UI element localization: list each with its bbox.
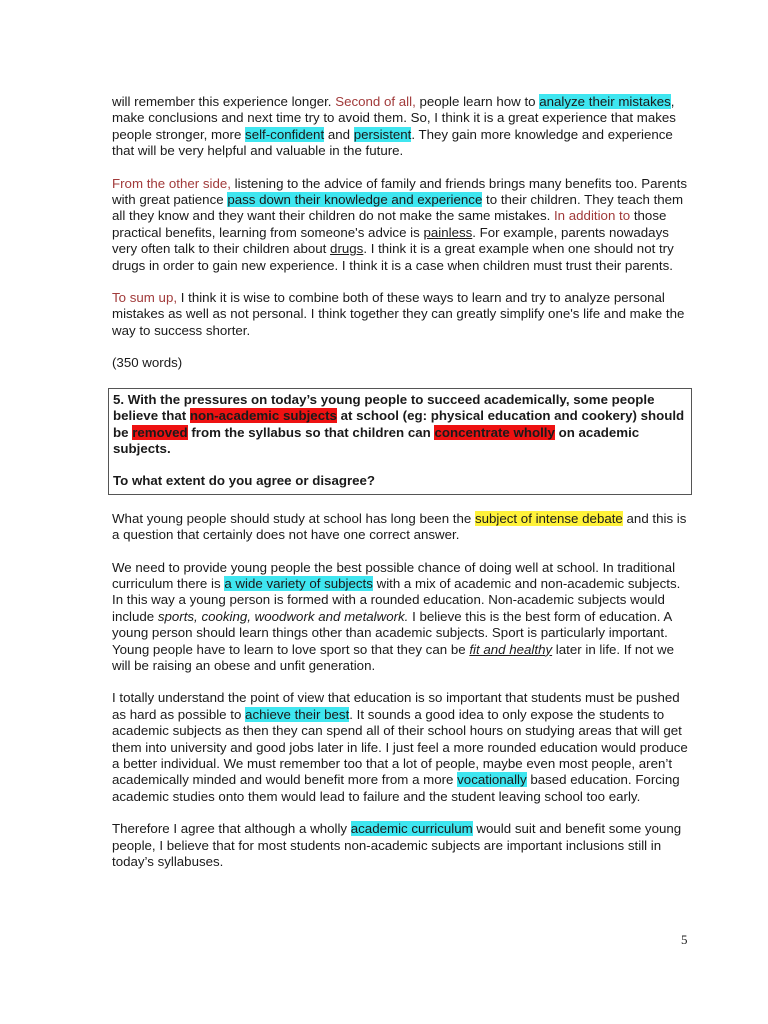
word-count: (350 words): [112, 355, 183, 371]
text: , make conclusions and next time try to avoid them. So, I think it is a great experience that makes people stronger, more: [112, 94, 676, 142]
text: from the syllabus so that children can: [187, 424, 435, 440]
essay-paragraph-conclusion: [112, 821, 690, 870]
linking-phrase: To sum up,: [112, 290, 178, 306]
text: We need to provide young people the best possible chance of doing well at school. In traditional curriculum there is: [112, 559, 676, 591]
question-prompt: To what extent do you agree or disagree?: [113, 473, 376, 489]
italic-underlined-phrase: fit and healthy: [469, 641, 553, 657]
text: those practical benefits, learning from someone's advice is: [112, 208, 667, 240]
text: based education. Forcing academic studies onto them would lead to failure and the student leaving school too early.: [112, 772, 680, 804]
text: I think it is wise to combine both of these ways to learn and try to analyze personal mistakes as well as not personal. I think together they can greatly simplify one's life and make the way to success shorter.: [112, 290, 685, 338]
highlight-red: non-academic subjects: [189, 408, 337, 424]
essay-paragraph-intro: [112, 511, 690, 544]
text: . I think it is a great example when one should not try drugs in order to gain new experience. I think it is a case when children must trust their parents.: [112, 241, 674, 273]
highlight-cyan: self-confident: [245, 126, 325, 142]
linking-phrase: In addition to: [553, 208, 631, 224]
essay-paragraph-body-2: [112, 690, 690, 805]
text: . They gain more knowledge and experience that will be very helpful and valuable in the future.: [112, 126, 673, 159]
text: people learn how to: [415, 94, 540, 109]
highlight-cyan: pass down their knowledge and experience: [227, 192, 483, 208]
text: . For example, parents nowadays very often talk to their children about: [112, 224, 669, 257]
text: and this is a question that certainly does not have one correct answer.: [112, 510, 687, 543]
linking-phrase: From the other side,: [112, 175, 231, 191]
page-content: [112, 94, 690, 886]
underlined-word: painless: [423, 224, 473, 240]
italic-phrase: sports, cooking, woodwork and metalwork.: [157, 608, 409, 624]
text: What young people should study at school has long been the: [112, 510, 475, 526]
highlight-cyan: analyze their mistakes: [539, 94, 671, 109]
highlight-yellow: subject of intense debate: [474, 510, 623, 526]
highlight-cyan: academic curriculum: [350, 821, 473, 837]
essay-paragraph-1: [112, 94, 690, 160]
essay-paragraph-3: [112, 290, 690, 339]
highlight-cyan: persistent: [353, 126, 412, 142]
text: at school (eg: physical education and cookery) should be: [113, 408, 685, 440]
text: . It sounds a good idea to only expose the students to academic subjects as then they can spend all of their school hours on studying areas that will get them into university and good jobs later in life. I just feel a more rounded education would produce a better individual. We must remember too that a lot of people, maybe even most people, aren’t academically minded and would benefit more from a more: [112, 706, 688, 788]
highlight-red: concentrate wholly: [434, 424, 555, 440]
text: later in life. If not we will be raising an obese and unfit generation.: [112, 641, 675, 673]
text: I totally understand the point of view that education is so important that students must be pushed as hard as possible to: [112, 690, 680, 722]
highlight-cyan: a wide variety of subjects: [224, 575, 373, 591]
text: 5. With the pressures on today’s young people to succeed academically, some people believe that: [113, 391, 655, 424]
text: Therefore I agree that although a wholly: [112, 821, 351, 837]
highlight-cyan: vocationally: [457, 772, 527, 788]
text: would suit and benefit some young people, I believe that for most students non-academic subjects are important inclusions still in today’s syllabuses.: [112, 821, 682, 870]
underlined-word: drugs: [330, 241, 364, 257]
text: will remember this experience longer.: [112, 94, 336, 109]
essay-paragraph-body-1: [112, 560, 690, 675]
text: and: [324, 126, 354, 142]
text: to their children. They teach them all they know and they want their children do not make the same mistakes.: [112, 192, 684, 224]
page-number: 5: [681, 932, 688, 947]
linking-phrase: Second of all,: [335, 94, 416, 109]
text: listening to the advice of family and friends brings many benefits too. Parents with great patience: [112, 175, 688, 208]
highlight-red: removed: [132, 424, 188, 440]
essay-paragraph-2: [112, 176, 690, 274]
text: on academic subjects.: [113, 424, 640, 456]
text: with a mix of academic and non-academic subjects. In this way a young person is formed with a rounded education. Non-academic subjects would include: [112, 575, 681, 624]
question-box: [108, 388, 692, 495]
highlight-cyan: achieve their best: [245, 706, 350, 722]
text: I believe this is the best form of education. A young person should learn things other than academic subjects. Sport is particularly important. Young people have to learn to love sport so that they can be: [112, 608, 672, 657]
question-text: [113, 392, 687, 458]
